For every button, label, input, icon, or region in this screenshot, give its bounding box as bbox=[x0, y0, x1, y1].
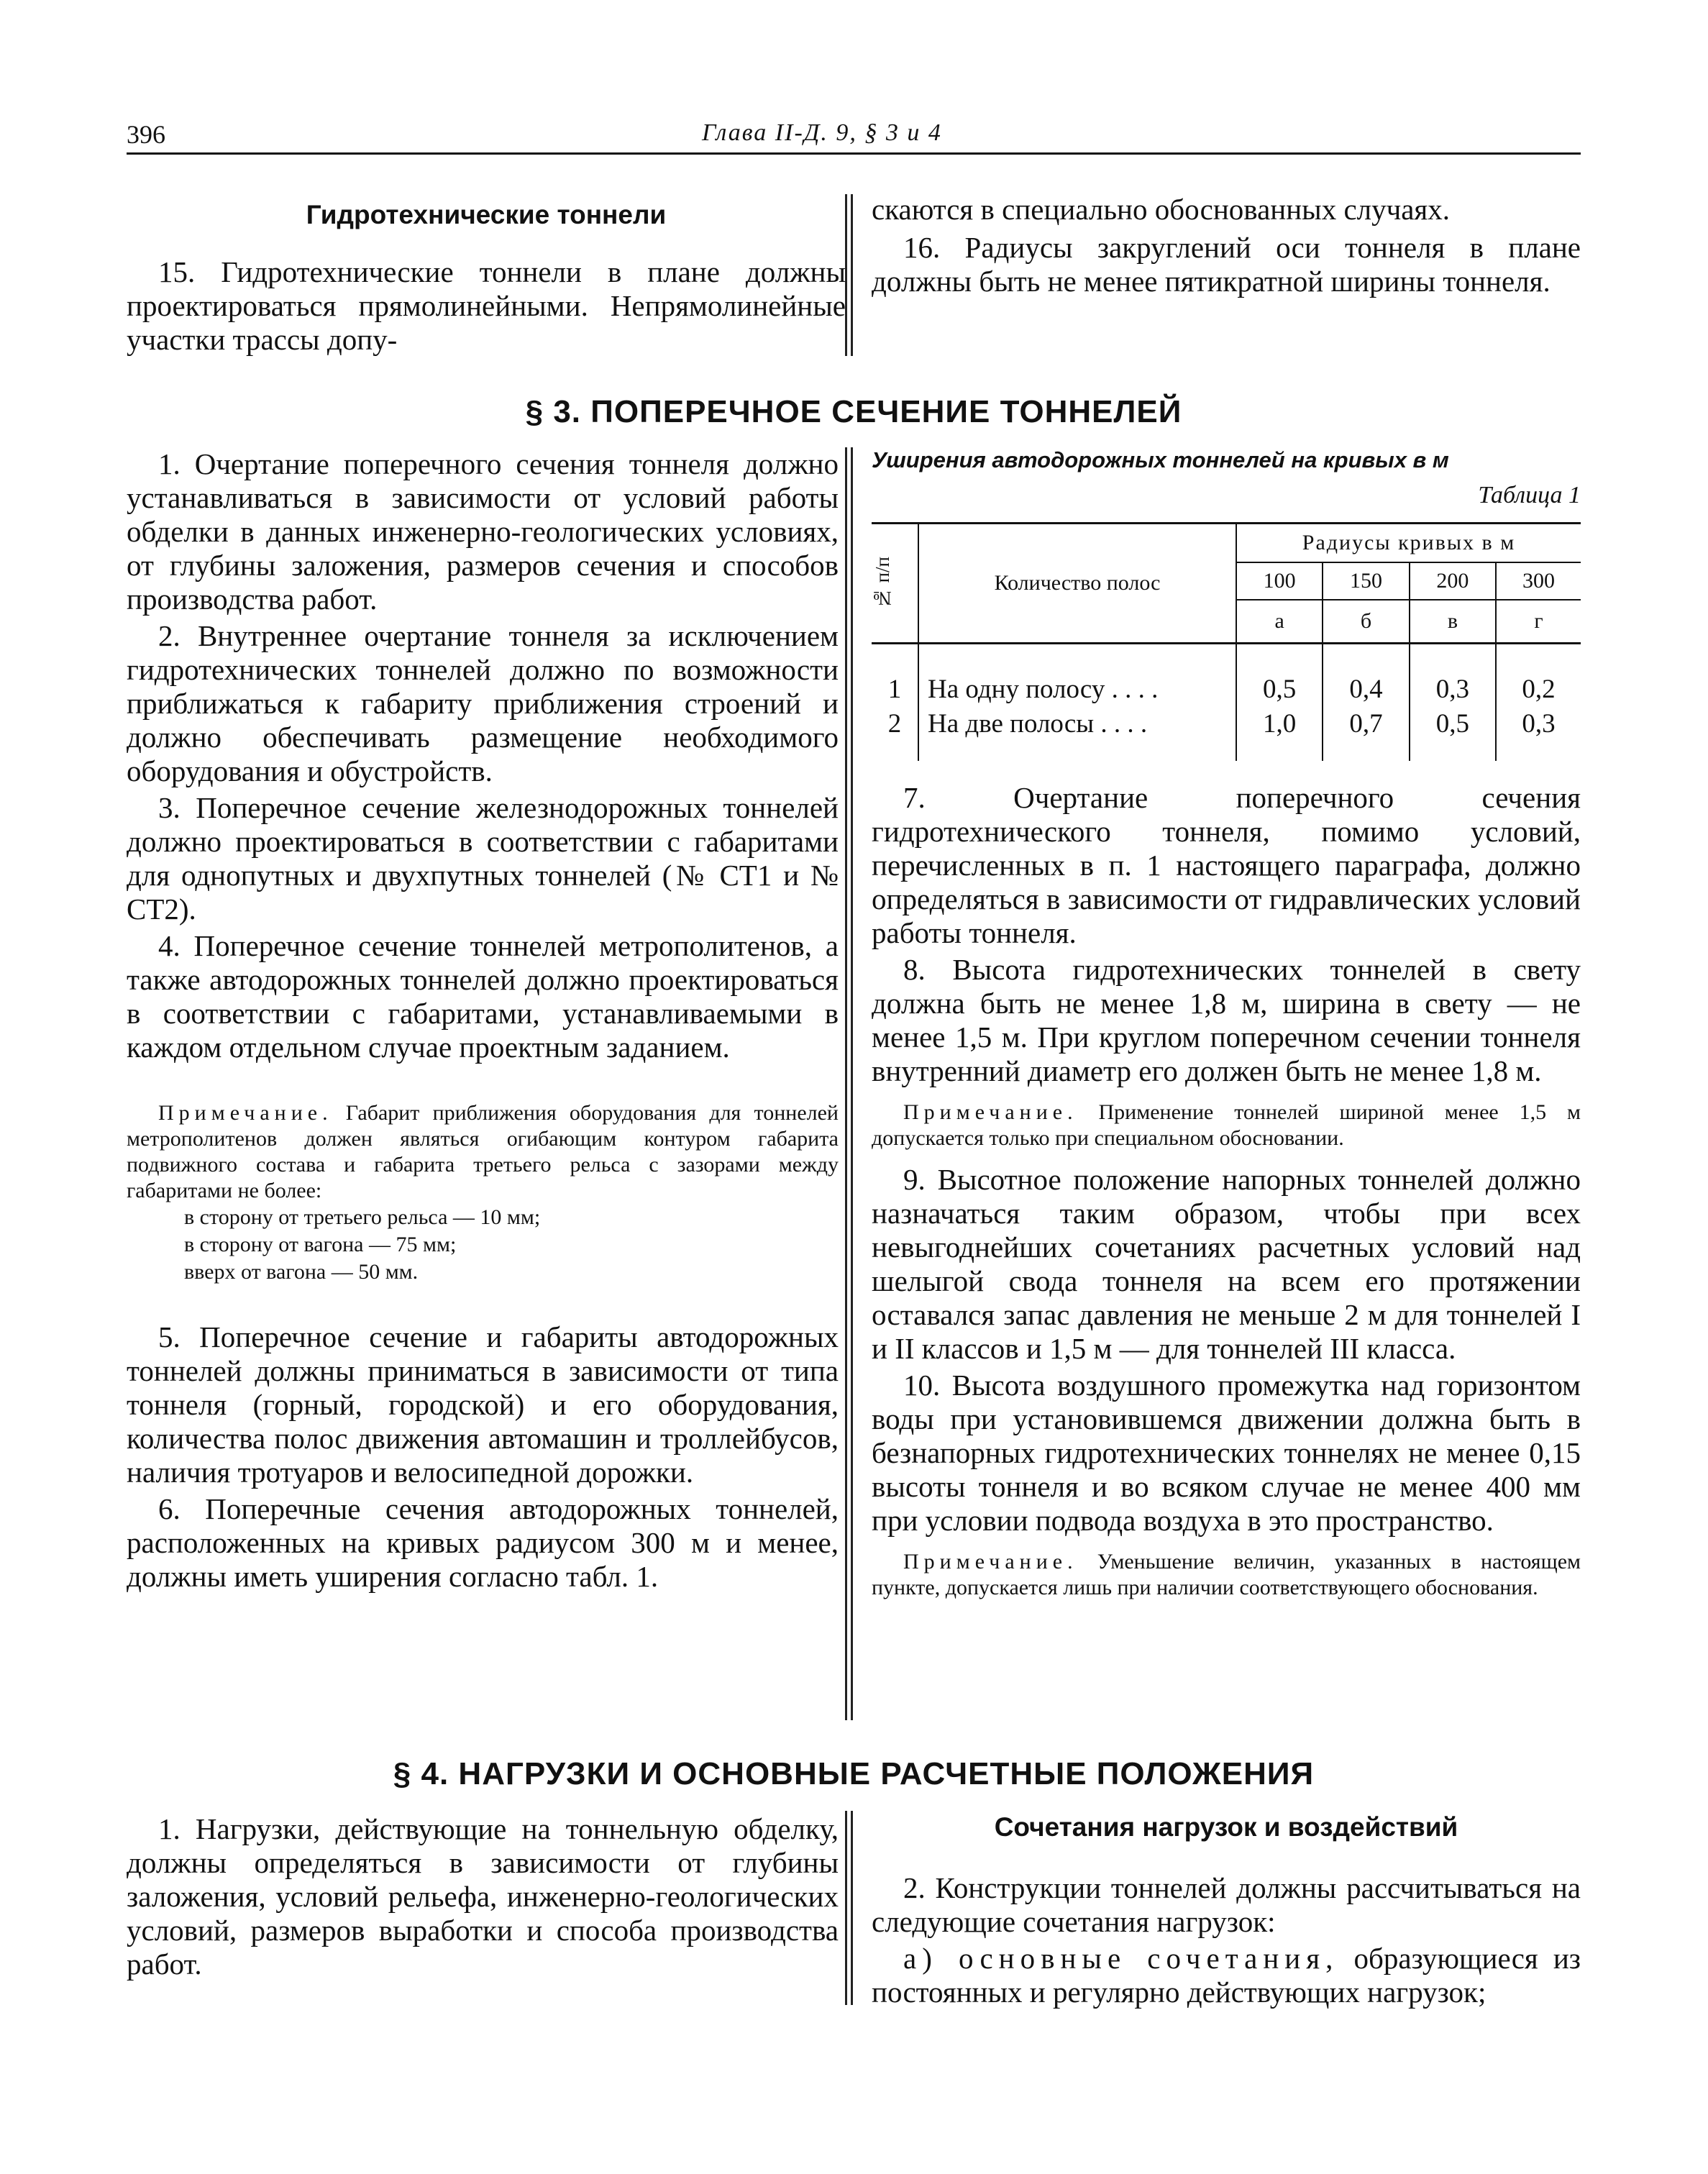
table-letter-header: а bbox=[1236, 600, 1323, 644]
running-head: Глава II-Д. 9, § 3 и 4 bbox=[702, 119, 942, 146]
s3-paragraph-4: 4. Поперечное сечение тоннелей метрополитенов, а также автодорожных тоннелей должно проектироваться в соответствии с габаритами, устанавливаемыми в каждом отдельном случае проектным заданием. bbox=[127, 929, 839, 1064]
table-row: 1 На одну полосу . . . . 0,5 0,4 0,3 0,2 bbox=[872, 644, 1581, 708]
table-radius-header: 150 bbox=[1323, 562, 1409, 600]
note-3-lead: Примечание. bbox=[903, 1550, 1078, 1574]
s3-paragraph-3: 3. Поперечное сечение железнодорожных тоннелей должно проектироваться в соответствии с габаритами для однопутных и двухпутных тоннелей (№ СТ1 и № СТ2). bbox=[127, 791, 839, 926]
table-col-radii-header: Радиусы кривых в м bbox=[1236, 524, 1581, 563]
paragraph-15-part1: 15. Гидротехнические тоннели в плане должны проектироваться прямолинейными. Непрямолинейные участки трассы допу- bbox=[127, 255, 846, 356]
section-3-left-column bbox=[127, 447, 839, 1594]
s3-paragraph-6: 6. Поперечные сечения автодорожных тоннелей, расположенных на кривых радиусом 300 м и менее, должны иметь уширения согласно табл. 1. bbox=[127, 1492, 839, 1593]
table-letter-header: г bbox=[1534, 609, 1543, 633]
s3-paragraph-5: 5. Поперечное сечение и габариты автодорожных тоннелей должны приниматься в зависимости от типа тоннеля (горный, городской) и его оборудования, количества полос движения автомашин и троллейбусов, наличия тротуаров и велосипедной дорожки. bbox=[127, 1320, 839, 1489]
table-label: Таблица 1 bbox=[1478, 482, 1581, 508]
column-divider-top bbox=[845, 194, 853, 356]
hydro-right bbox=[872, 193, 1581, 298]
section-3-title: § 3. ПОПЕРЕЧНОЕ СЕЧЕНИЕ ТОННЕЛЕЙ bbox=[525, 394, 1182, 429]
s3-paragraph-7: 7. Очертание поперечного сечения гидротехнического тоннеля, помимо условий, перечисленных в п. 1 настоящего параграфа, должно определяться в зависимости от гидравлических условий работы тоннеля. bbox=[872, 781, 1581, 949]
section-4-right-column bbox=[872, 1812, 1581, 2009]
s4-paragraph-1: 1. Нагрузки, действующие на тоннельную обделку, должны определяться в зависимости от глубины заложения, условий рельефа, инженерно-геологических условий, размеров выработки и способа производства работ. bbox=[127, 1812, 839, 1981]
note-1-line: вверх от вагона — 50 мм. bbox=[184, 1260, 419, 1284]
table-radius-header: 200 bbox=[1410, 562, 1496, 600]
hydro-title: Гидротехнические тоннели bbox=[306, 200, 667, 229]
s4-paragraph-2: 2. Конструкции тоннелей должны рассчитываться на следующие сочетания нагрузок: bbox=[872, 1871, 1581, 1938]
column-divider-bottom bbox=[845, 1811, 853, 2005]
table-radius-header: 100 bbox=[1236, 562, 1323, 600]
paragraph-15-part2: скаются в специально обоснованных случаях. bbox=[872, 193, 1451, 226]
note-3 bbox=[872, 1549, 1581, 1601]
note-2-text: Применение тоннелей шириной менее 1,5 м допускается только при специальном обосновании. bbox=[872, 1100, 1581, 1150]
s4-paragraph-2a-lead: а) основные сочетания, bbox=[903, 1942, 1339, 1975]
table-letter-header: в bbox=[1410, 600, 1496, 644]
table-radius-header: 300 bbox=[1496, 562, 1581, 600]
paragraph-16: 16. Радиусы закруглений оси тоннеля в плане должны быть не менее пятикратной ширины тоннеля. bbox=[872, 231, 1581, 298]
section-4-left-column bbox=[127, 1812, 839, 1981]
s3-paragraph-10: 10. Высота воздушного промежутка над горизонтом воды при установившемся движении должна быть в безнапорных гидротехнических тоннелях не менее 0,15 высоты тоннеля и во всяком случае не менее 400 мм при условии подвода воздуха в это пространство. bbox=[872, 1369, 1581, 1537]
widening-table bbox=[872, 522, 1581, 761]
note-2-lead: Примечание. bbox=[903, 1100, 1078, 1124]
s3-paragraph-9: 9. Высотное положение напорных тоннелей должно назначаться таким образом, чтобы при всех невыгоднейших сочетаниях расчетных условий над шелыгой свода тоннеля на всем его протяжении оставался запас давления не меньше 2 м для тоннелей I и II классов и 1,5 м — для тоннелей III класса. bbox=[872, 1163, 1581, 1365]
table-col-lanes-header: Количество полос bbox=[918, 524, 1236, 644]
header-rule bbox=[127, 152, 1581, 155]
column-divider-middle bbox=[845, 447, 853, 1720]
table-col-num-header: № п/п bbox=[872, 524, 918, 644]
table-caption: Уширения автодорожных тоннелей на кривых в м bbox=[872, 447, 1449, 472]
hydro-p15-left bbox=[127, 255, 846, 357]
s3-paragraph-8: 8. Высота гидротехнических тоннелей в свету должна быть не менее 1,8 м, ширина в свету — не менее 1,5 м. При круглом поперечном сечении тоннеля внутренний диаметр его должен быть не менее 1,8 м. bbox=[872, 953, 1581, 1087]
s3-paragraph-1: 1. Очертание поперечного сечения тоннеля должно устанавливаться в зависимости от условий работы обделки в данных инженерно-геологических условиях, от глубины заложения, размеров сечения и способов производства работ. bbox=[127, 447, 839, 616]
note-1-line: в сторону от третьего рельса — 10 мм; bbox=[184, 1205, 541, 1229]
note-1-lead: Примечание. bbox=[158, 1101, 333, 1125]
s4-paragraph-2a-text: образующиеся из постоянных и регулярно действующих нагрузок; bbox=[872, 1942, 1581, 2009]
note-1-text: Габарит приближения оборудования для тоннелей метрополитенов должен являться огибающим контуром габарита подвижного состава и габарита третьего рельса с зазорами между габаритами не более: bbox=[127, 1101, 839, 1202]
s3-paragraph-2: 2. Внутреннее очертание тоннеля за исключением гидротехнических тоннелей должно по возможности приближаться к габариту приближения строений и должно обеспечивать размещение необходимого оборудования и обустройств. bbox=[127, 619, 839, 787]
note-3-text: Уменьшение величин, указанных в настоящем пункте, допускается лишь при наличии соответствующего обоснования. bbox=[872, 1550, 1581, 1599]
load-combinations-title: Сочетания нагрузок и воздействий bbox=[994, 1812, 1458, 1842]
section-3-right-column bbox=[872, 447, 1581, 1601]
s4-paragraph-2a bbox=[872, 1942, 1581, 2009]
note-1 bbox=[127, 1100, 839, 1286]
table-row: 2 На две полосы . . . . 1,0 0,7 0,5 0,3 bbox=[872, 708, 1581, 761]
note-2 bbox=[872, 1100, 1581, 1151]
section-4-title: § 4. НАГРУЗКИ И ОСНОВНЫЕ РАСЧЕТНЫЕ ПОЛОЖЕНИЯ bbox=[393, 1756, 1315, 1791]
page-number: 396 bbox=[127, 120, 165, 149]
note-1-line: в сторону от вагона — 75 мм; bbox=[184, 1233, 457, 1256]
table-letter-header: б bbox=[1323, 600, 1409, 644]
